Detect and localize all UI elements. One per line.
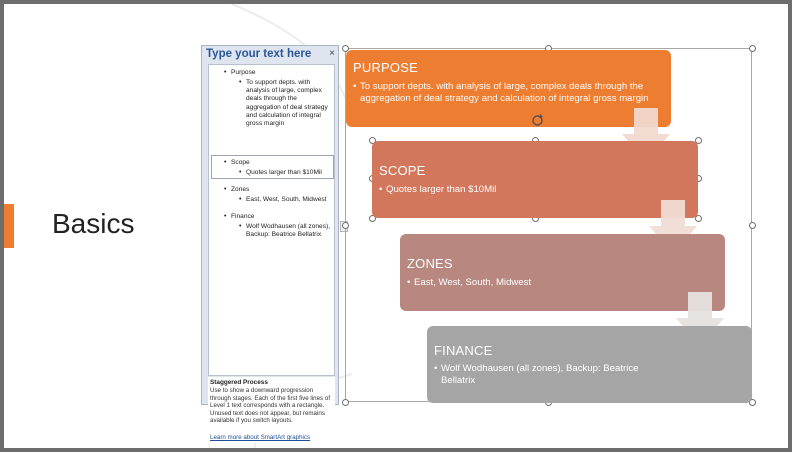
text-pane-footer <box>208 377 335 443</box>
resize-handle-top-right[interactable] <box>749 45 756 52</box>
text-pane-item-zones-detail[interactable]: • East, West, South, Midwest <box>246 196 332 204</box>
stage-bullet-text: • To support depts. with analysis of large, complex deals through the aggregation of deal strategy and calculation of integral gross margin <box>360 81 660 105</box>
smartart-text-pane <box>201 45 339 441</box>
text-pane-item-finance-detail[interactable]: • Wolf Wodhausen (all zones), Backup: Beatrice Bellatrix <box>246 223 332 239</box>
resize-handle-right[interactable] <box>749 222 756 229</box>
stage-title: PURPOSE <box>353 60 418 75</box>
stage-title: FINANCE <box>434 343 493 358</box>
text-pane-item-finance[interactable]: • Finance <box>231 213 331 221</box>
text-pane-item-purpose-detail[interactable]: • To support depts. with analysis of large, complex deals through the aggregation of deal strategy and calculation of integral gross margin <box>246 79 332 128</box>
text-pane-item-scope[interactable]: • Scope <box>231 159 331 167</box>
stage-bullet-text: • East, West, South, Midwest <box>414 277 714 289</box>
text-pane-item-purpose[interactable]: • Purpose <box>231 69 331 77</box>
text-pane-item-zones[interactable]: • Zones <box>231 186 331 194</box>
text-pane-title: Type your text here <box>206 48 312 60</box>
resize-handle-left[interactable] <box>342 222 349 229</box>
close-icon[interactable]: × <box>329 48 335 59</box>
stage-bullet-text: • Wolf Wodhausen (all zones), Backup: Beatrice Bellatrix <box>441 363 656 387</box>
stage-title: ZONES <box>407 256 453 271</box>
layout-description: Use to show a downward progression through stages. Each of the first five lines of Level 1 text corresponds with a rectangle. Unused text does not appear, but remains available if you switch layouts. <box>210 387 331 425</box>
title-accent-bar <box>4 204 14 248</box>
slide-title[interactable]: Basics <box>52 208 135 239</box>
stage-bullet-text: • Quotes larger than $10Mil <box>386 184 686 196</box>
learn-more-link[interactable]: Learn more about SmartArt graphics <box>210 434 311 441</box>
text-pane-item-scope-detail[interactable]: • Quotes larger than $10Mil <box>246 169 332 177</box>
text-pane-header <box>202 46 338 64</box>
resize-handle-bottom-left[interactable] <box>342 399 349 406</box>
stage-box-finance[interactable] <box>427 326 752 403</box>
layout-name: Staggered Process <box>210 379 268 386</box>
text-pane-editor[interactable] <box>208 64 335 376</box>
rotate-icon[interactable] <box>531 114 544 127</box>
stage-title: SCOPE <box>379 163 426 178</box>
